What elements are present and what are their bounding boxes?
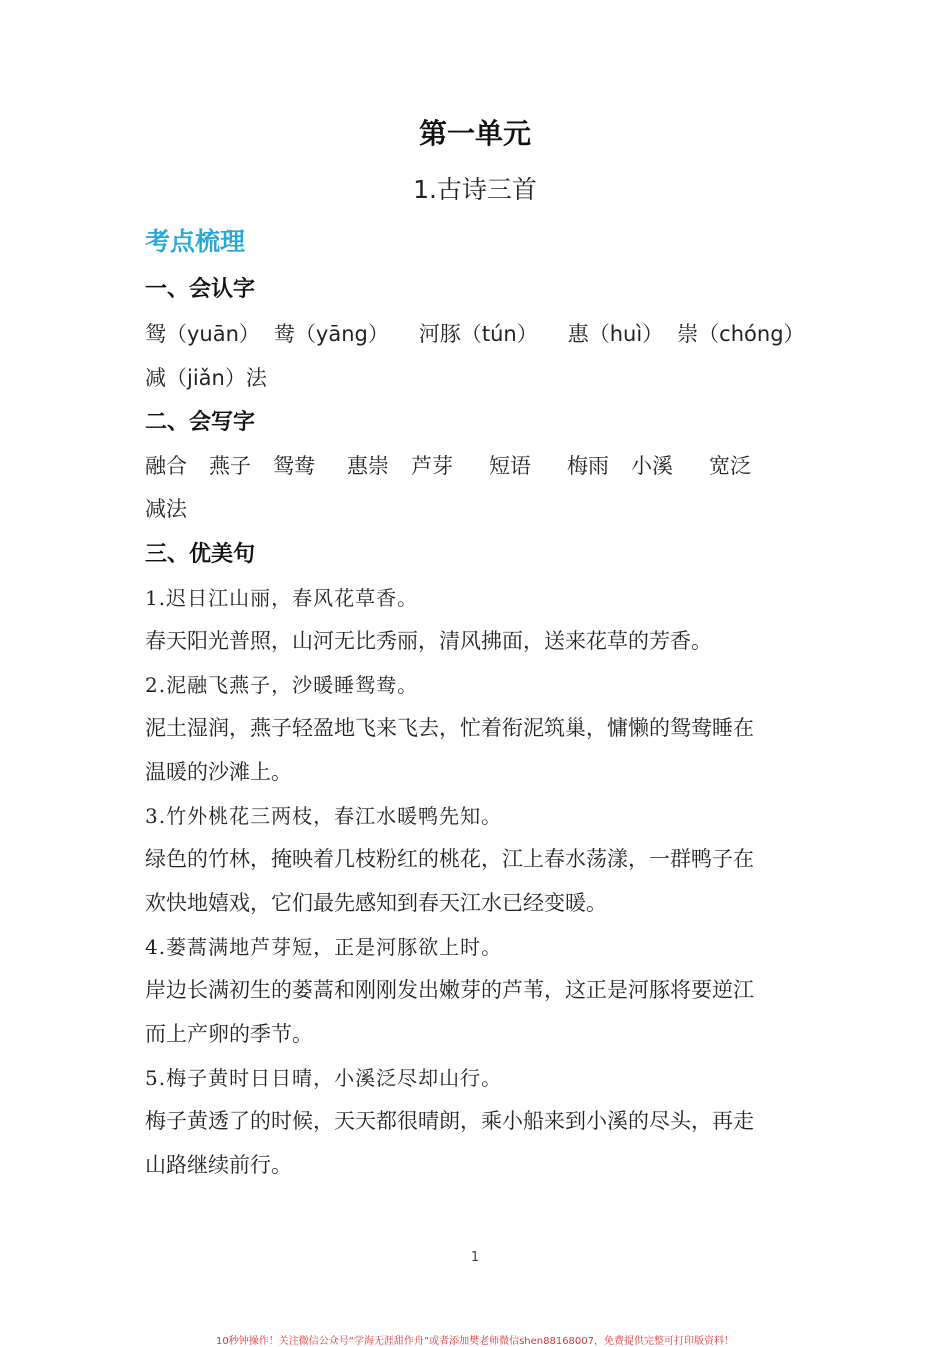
write-heading: 二、会写字 (145, 410, 256, 435)
write-word: 融合 (145, 454, 187, 478)
lesson-title: 1.古诗三首 (413, 175, 537, 204)
poem-line-5: 5.梅子黄时日日晴，小溪泛尽却山行。 (145, 1066, 503, 1090)
footer-note: 10秒钟操作！关注微信公众号“学海无涯甜作舟”或者添加樊老师微信shen88168007，免费提供完整可打印版资料！ (215, 1336, 735, 1347)
write-word: 梅雨 (567, 454, 609, 478)
explanation-line: 山路继续前行。 (145, 1153, 292, 1177)
recognize-char: 鸳（yuān） (145, 322, 260, 346)
write-word: 惠崇 (347, 454, 389, 478)
recognize-row-2 (145, 362, 267, 392)
recognize-row-1 (145, 318, 819, 348)
explanation-line: 而上产卵的季节。 (145, 1022, 313, 1046)
explanation-line: 岸边长满初生的蒌蒿和刚刚发出嫩芽的芦苇，这正是河豚将要逆江 (145, 978, 754, 1002)
explanation-line: 欢快地嬉戏，它们最先感知到春天江水已经变暖。 (145, 891, 607, 915)
explanation-line: 春天阳光普照，山河无比秀丽，清风拂面，送来花草的芳香。 (145, 629, 712, 653)
recognize-char: 河豚（tún） (418, 322, 538, 346)
recognize-char: 减（jiǎn）法 (145, 366, 267, 390)
explanation-line: 绿色的竹林，掩映着几枝粉红的桃花，江上春水荡漾，一群鸭子在 (145, 847, 754, 871)
poem-line-3: 3.竹外桃花三两枝，春江水暖鸭先知。 (145, 804, 503, 828)
recognize-char: 惠（huì） (567, 322, 664, 346)
page-number: 1 (470, 1250, 480, 1265)
section-label: 考点梳理 (145, 227, 246, 256)
poem-line-1: 1.迟日江山丽，春风花草香。 (145, 586, 419, 610)
unit-title: 第一单元 (418, 117, 531, 150)
recognize-char: 鸯（yāng） (273, 322, 389, 346)
write-word: 鸳鸯 (273, 454, 315, 478)
write-row-2 (145, 493, 187, 523)
explanation-line: 梅子黄透了的时候，天天都很晴朗，乘小船来到小溪的尽头，再走 (145, 1109, 754, 1133)
write-word: 减法 (145, 497, 187, 521)
write-word: 小溪 (631, 454, 673, 478)
write-word: 宽泛 (709, 454, 751, 478)
sentences-heading: 三、优美句 (145, 542, 256, 567)
write-row-1 (145, 450, 773, 480)
write-word: 短语 (489, 454, 531, 478)
recognize-char: 崇（chóng） (677, 322, 805, 346)
recognize-heading: 一、会认字 (145, 277, 256, 302)
poem-line-4: 4.蒌蒿满地芦芽短，正是河豚欲上时。 (145, 935, 503, 959)
write-word: 燕子 (209, 454, 251, 478)
explanation-line: 温暖的沙滩上。 (145, 760, 292, 784)
poem-line-2: 2.泥融飞燕子，沙暖睡鸳鸯。 (145, 673, 419, 697)
write-word: 芦芽 (411, 454, 453, 478)
explanation-line: 泥土湿润，燕子轻盈地飞来飞去，忙着衔泥筑巢，慵懒的鸳鸯睡在 (145, 716, 754, 740)
